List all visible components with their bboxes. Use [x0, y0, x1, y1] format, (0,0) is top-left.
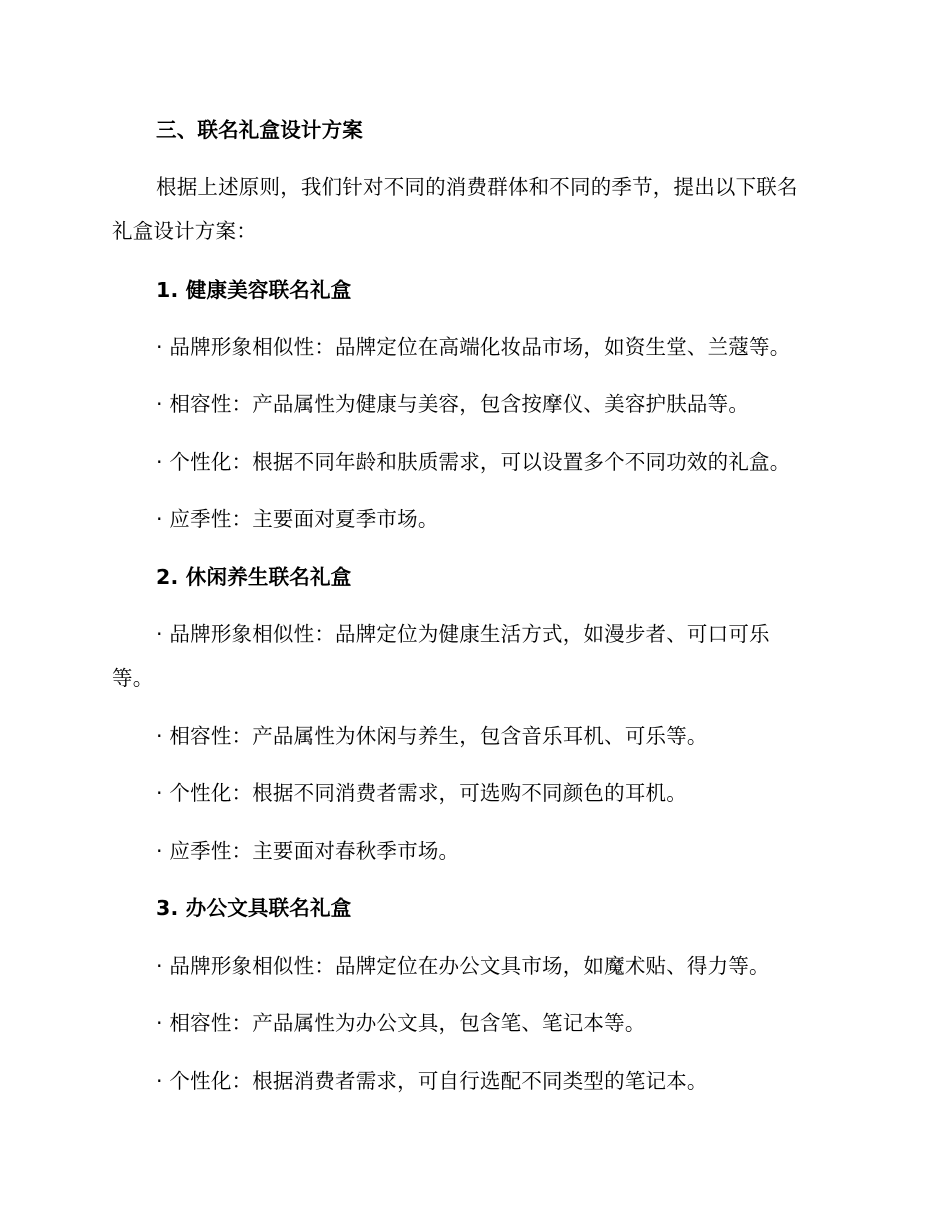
group-2-title: 2. 休闲养生联名礼盒	[156, 565, 352, 589]
group-1-item-personalization: · 个性化：根据不同年龄和肤质需求，可以设置多个不同功效的礼盒。	[156, 450, 791, 474]
group-1-title: 1. 健康美容联名礼盒	[156, 278, 352, 302]
section-heading: 三、联名礼盒设计方案	[156, 118, 363, 142]
group-2-item-personalization: · 个性化：根据不同消费者需求，可选购不同颜色的耳机。	[156, 781, 687, 805]
group-2-item-compatibility: · 相容性：产品属性为休闲与养生，包含音乐耳机、可乐等。	[156, 724, 708, 748]
group-3-item-compatibility: · 相容性：产品属性为办公文具，包含笔、笔记本等。	[156, 1011, 646, 1035]
group-2-item-seasonality: · 应季性：主要面对春秋季市场。	[156, 839, 460, 863]
group-1-item-compatibility: · 相容性：产品属性为健康与美容，包含按摩仪、美容护肤品等。	[156, 392, 750, 416]
group-1-item-seasonality: · 应季性：主要面对夏季市场。	[156, 507, 439, 531]
group-1-item-brand-image: · 品牌形象相似性：品牌定位在高端化妆品市场，如资生堂、兰蔻等。	[156, 335, 791, 359]
intro-paragraph-line-2: 礼盒设计方案：	[112, 219, 257, 243]
intro-paragraph-line-1: 根据上述原则，我们针对不同的消费群体和不同的季节，提出以下联名	[156, 175, 798, 199]
group-3-item-personalization: · 个性化：根据消费者需求，可自行选配不同类型的笔记本。	[156, 1069, 708, 1093]
group-2-item-brand-image: · 品牌形象相似性：品牌定位为健康生活方式，如漫步者、可口可乐	[156, 622, 770, 646]
group-3-item-brand-image: · 品牌形象相似性：品牌定位在办公文具市场，如魔术贴、得力等。	[156, 954, 770, 978]
group-3-title: 3. 办公文具联名礼盒	[156, 896, 352, 920]
group-2-item-brand-image-continued: 等。	[112, 666, 154, 690]
